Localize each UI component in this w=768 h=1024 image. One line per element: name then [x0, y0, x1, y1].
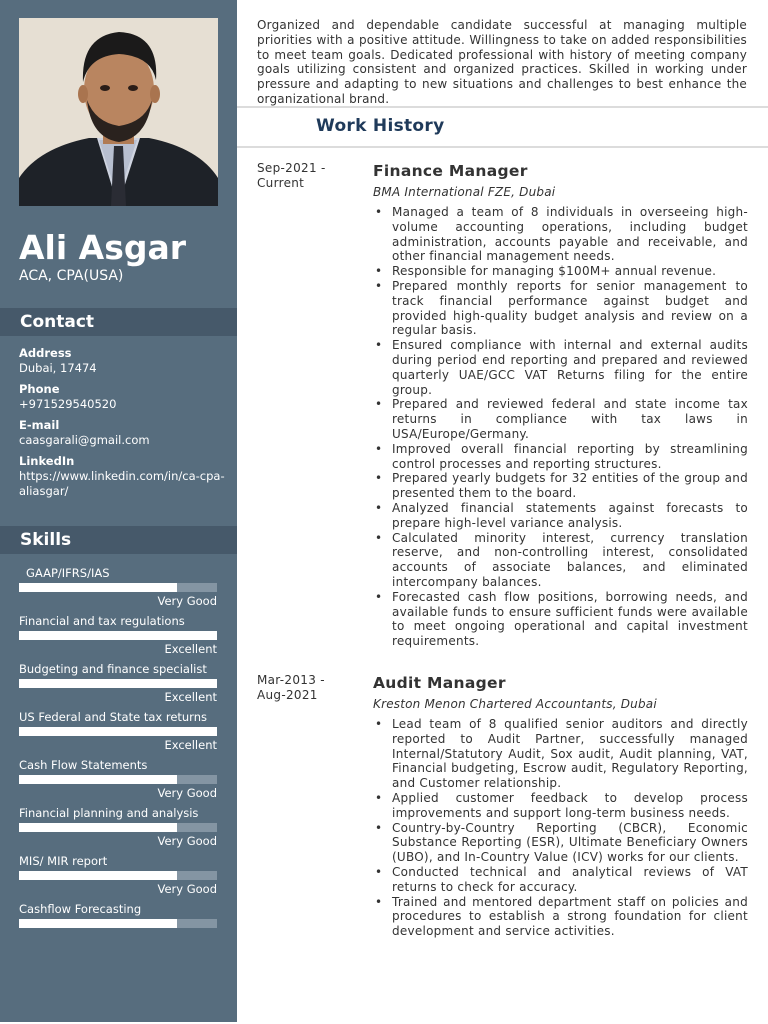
job-bullet: • Improved overall financial reporting by streamlining control processes and reporting structures.	[373, 442, 748, 472]
job-bullet: • Managed a team of 8 individuals in overseeing high-volume accounting operations, including budget administration, accounts payable and receivable, and other financial management needs.	[373, 205, 748, 264]
job-dates: Sep-2021 - Current	[257, 161, 326, 190]
skill-item	[19, 614, 217, 657]
job-company: Kreston Menon Chartered Accountants, Dubai	[373, 697, 657, 711]
skill-bar	[19, 919, 217, 928]
skill-fill	[19, 775, 177, 784]
skill-name: GAAP/IFRS/IAS	[26, 566, 110, 580]
profile-credentials: ACA, CPA(USA)	[19, 268, 124, 284]
contact-heading: Contact	[0, 308, 237, 336]
skill-item	[19, 806, 217, 849]
job-bullet: • Analyzed financial statements against forecasts to prepare high-level variance analysis.	[373, 501, 748, 531]
skill-name: Cashflow Forecasting	[19, 902, 142, 916]
section-divider	[237, 146, 768, 148]
job-bullet: • Lead team of 8 qualified senior auditors and directly reported to Audit Partner, successfully managed Internal/Statutory Audit, Sox audit, Audit planning, VAT, Financial budgeting, Escrow audit, Regulatory Reporting, and Customer relationship.	[373, 717, 748, 791]
job-bullet: • Calculated minority interest, currency translation reserve, and non-controlling interest, consolidated accounts of associate balances, and eliminated intercompany balances.	[373, 531, 748, 590]
profile-photo-image	[19, 18, 218, 206]
work-history-heading: Work History	[316, 116, 445, 136]
contact-label: Address	[19, 346, 72, 360]
skill-fill	[19, 871, 177, 880]
contact-label: LinkedIn	[19, 454, 75, 468]
job-bullet: • Applied customer feedback to develop process improvements and support long-term business needs.	[373, 791, 748, 821]
skill-bar	[19, 823, 217, 832]
skill-bar	[19, 679, 217, 688]
job-bullet: • Conducted technical and analytical reviews of VAT returns to check for accuracy.	[373, 865, 748, 895]
job-bullet: • Responsible for managing $100M+ annual revenue.	[373, 264, 748, 279]
job-bullet: • Prepared and reviewed federal and state income tax returns in compliance with tax laws in USA/Europe/Germany.	[373, 397, 748, 441]
skill-level: Excellent	[164, 738, 217, 752]
skill-fill	[19, 631, 217, 640]
skill-item	[19, 758, 217, 801]
skill-name: Budgeting and finance specialist	[19, 662, 207, 676]
skill-bar	[19, 775, 217, 784]
linkedin-link[interactable]: https://www.linkedin.com/in/ca-cpa-aliasgar/	[19, 469, 225, 498]
job-company: BMA International FZE, Dubai	[373, 185, 556, 199]
skill-item	[19, 710, 217, 753]
job-bullet: • Trained and mentored department staff on policies and procedures to establish a strong foundation for client development and service activities.	[373, 895, 748, 939]
profile-photo	[19, 18, 218, 206]
skill-level: Very Good	[157, 594, 217, 608]
skills-heading: Skills	[0, 526, 237, 554]
job-bullet: • Ensured compliance with internal and external audits during period end reporting and prepared and reviewed quarterly UAE/GCC VAT Returns filing for the entire group.	[373, 338, 748, 397]
skill-name: MIS/ MIR report	[19, 854, 108, 868]
skill-bar	[19, 871, 217, 880]
skill-fill	[19, 823, 177, 832]
sidebar	[0, 0, 237, 1022]
section-divider	[237, 106, 768, 108]
job-bullet: • Country-by-Country Reporting (CBCR), Economic Substance Reporting (ESR), Ultimate Beneficiary Owners (UBO), and In-Country Value (ICV) works for our clients.	[373, 821, 748, 865]
contact-address	[19, 346, 229, 376]
skill-name: Financial and tax regulations	[19, 614, 185, 628]
skill-fill	[19, 583, 177, 592]
job-bullet: • Prepared yearly budgets for 32 entities of the group and presented them to the board.	[373, 471, 748, 501]
contact-value: +971529540520	[19, 397, 117, 411]
job-details	[373, 161, 748, 649]
job-details	[373, 673, 748, 939]
job-title: Finance Manager	[373, 162, 528, 180]
contact-label: E-mail	[19, 418, 60, 432]
skill-fill	[19, 679, 217, 688]
skill-item	[19, 662, 217, 705]
job-bullets	[373, 205, 748, 649]
skill-name: Cash Flow Statements	[19, 758, 148, 772]
skill-level: Very Good	[157, 882, 217, 896]
skill-bar	[19, 631, 217, 640]
contact-label: Phone	[19, 382, 60, 396]
skill-name: Financial planning and analysis	[19, 806, 199, 820]
skill-name: US Federal and State tax returns	[19, 710, 207, 724]
contact-linkedin	[19, 454, 229, 499]
contact-list	[19, 346, 229, 505]
skills-list	[19, 566, 217, 933]
contact-value: Dubai, 17474	[19, 361, 97, 375]
job-bullet: • Forecasted cash flow positions, borrowing needs, and available funds to ensure sufficient funds were available to meet ongoing operational and capital investment requirements.	[373, 590, 748, 649]
skill-item	[19, 902, 217, 928]
contact-email	[19, 418, 229, 448]
professional-summary: Organized and dependable candidate successful at managing multiple priorities with a positive attitude. Willingness to take on added responsibilities to meet team goals. Dedicated professional with history of meeting company goals utilizing consistent and organized practices. Skilled in working under pressure and adapting to new situations and challenges to best enhance the organizational brand.	[257, 18, 747, 106]
skill-level: Excellent	[164, 690, 217, 704]
skill-level: Very Good	[157, 786, 217, 800]
profile-name: Ali Asgar	[19, 228, 186, 267]
skill-item	[19, 566, 217, 609]
skill-fill	[19, 919, 177, 928]
skill-level: Excellent	[164, 642, 217, 656]
job-title: Audit Manager	[373, 674, 506, 692]
contact-phone	[19, 382, 229, 412]
skill-bar	[19, 583, 217, 592]
skill-fill	[19, 727, 217, 736]
contact-value: caasgarali@gmail.com	[19, 433, 150, 447]
job-bullets	[373, 717, 748, 939]
skill-level: Very Good	[157, 834, 217, 848]
job-dates: Mar-2013 - Aug-2021	[257, 673, 325, 702]
job-bullet: • Prepared monthly reports for senior management to track financial performance against budget and provided high-quality budget analysis and review on a regular basis.	[373, 279, 748, 338]
skill-item	[19, 854, 217, 897]
skill-bar	[19, 727, 217, 736]
